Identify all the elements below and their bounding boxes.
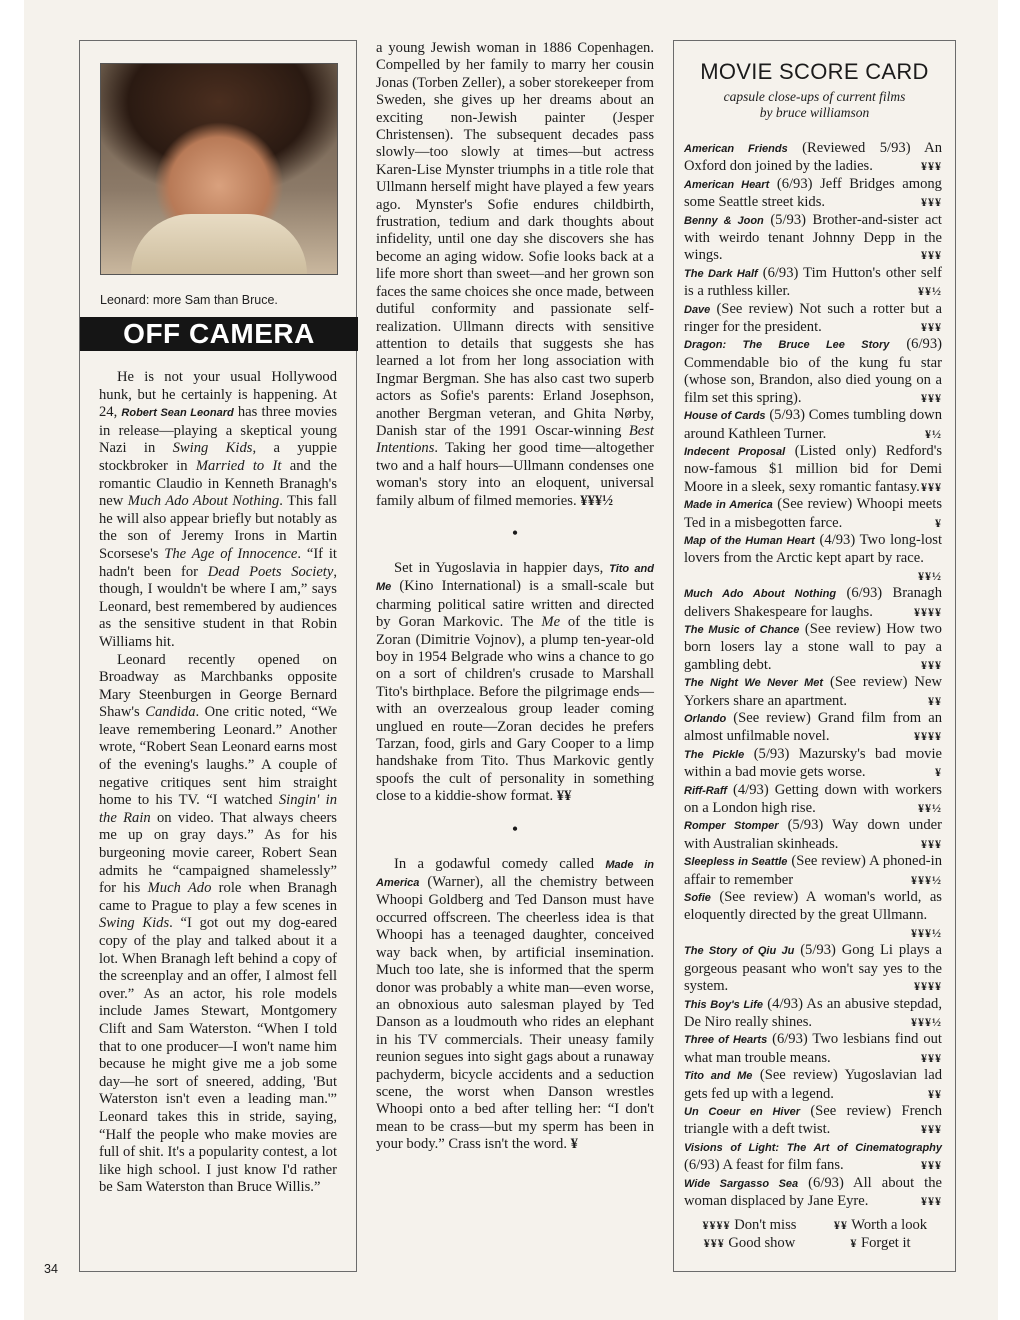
film-rating: ¥½ <box>925 426 942 441</box>
score-card-entry <box>684 782 942 818</box>
film-rating: ¥¥¥ <box>921 159 942 174</box>
score-card-entry <box>684 407 942 443</box>
legend-row <box>684 1234 946 1252</box>
film-capsule: (See review) Grand film from an almost unfilmable novel. <box>684 710 942 745</box>
score-card-entry <box>684 853 942 889</box>
film-capsule: (6/93) A feast for film fans. <box>684 1157 844 1174</box>
score-card-list <box>684 140 942 1210</box>
score-card-entry <box>684 1139 942 1175</box>
actor-photo <box>100 63 338 275</box>
film-rating: ¥¥¥¥ <box>914 979 942 994</box>
film-title: Three of Hearts <box>684 1034 768 1047</box>
legend-label: Don't miss <box>734 1217 797 1233</box>
film-title: Indecent Proposal <box>684 445 786 458</box>
film-capsule: (See review) New Yorkers share an apartment. <box>684 674 942 709</box>
legend-item <box>684 1216 815 1234</box>
film-title: Riff-Raff <box>684 784 727 797</box>
score-card-entry <box>684 496 942 532</box>
score-card-entry <box>684 532 942 585</box>
film-rating: ¥¥¥ <box>921 195 942 210</box>
film-rating: ¥¥¥ <box>921 320 942 335</box>
film-title: American Friends <box>684 143 788 155</box>
film-title: Un Coeur en Hiver <box>684 1105 800 1118</box>
legend-item <box>815 1234 946 1252</box>
score-card-title: MOVIE SCORE CARD <box>700 59 929 84</box>
film-capsule: (Reviewed 5/93) An Oxford don joined by the ladies. <box>684 140 943 175</box>
off-camera-column <box>79 40 357 1272</box>
film-capsule: (See review) French triangle with a deft twist. <box>684 1102 942 1138</box>
film-rating: ¥¥¥ <box>921 390 942 405</box>
film-rating: ¥¥¥ <box>921 1122 942 1137</box>
film-rating: ¥¥¥ <box>921 479 942 494</box>
film-capsule: (4/93) Two long-lost lovers from the Arctic kept apart by race. <box>684 531 943 567</box>
film-capsule: (5/93) Mazursky's bad movie within a bad movie gets worse. <box>684 745 942 781</box>
film-title: Tito and Me <box>684 1070 753 1083</box>
score-card-entry <box>684 336 942 407</box>
score-card-subtitle-line1: capsule close-ups of current films <box>723 89 906 104</box>
film-title: The Dark Half <box>684 267 758 280</box>
film-capsule: (5/93) Way down under with Australian skinheads. <box>684 817 942 852</box>
score-card-entry <box>684 176 942 212</box>
film-title: The Pickle <box>684 748 745 761</box>
film-title: Much Ado About Nothing <box>684 588 837 601</box>
film-rating: ¥¥¥½ <box>911 1014 942 1029</box>
film-rating: ¥¥¥ <box>921 1050 942 1065</box>
score-card-entry <box>684 889 942 942</box>
score-card-entry <box>684 1175 942 1211</box>
legend-label: Forget it <box>861 1235 911 1251</box>
film-rating: ¥¥¥ <box>921 1158 942 1173</box>
film-capsule: (See review) Yugoslavian lad gets fed up with a legend. <box>684 1067 942 1102</box>
film-rating: ¥¥¥ <box>921 248 942 263</box>
legend-label: Good show <box>728 1235 796 1251</box>
score-card-entry <box>684 621 942 674</box>
film-rating: ¥¥½ <box>918 568 942 583</box>
film-capsule: (6/93) Jeff Bridges among some Seattle street kids. <box>684 175 942 211</box>
score-card-entry <box>684 265 942 301</box>
off-camera-article: He is not your usual Hollywood hunk, but he certainly is happening. At 24, Robert Sean Leonard has three movies in release—playing a skeptical young Nazi in Swing Kids, a yuppie stockbroker in Married to It and the romantic Claudio in Kenneth Branagh's new Much Ado About Nothing. This fall he will also appear briefly but notably as the son of Jeremy Irons in Martin Scorsese's The Age of Innocence. “If it hadn't been for Dead Poets Society, though, I wouldn't be where I am,” says Leonard, best remembered by audiences as the sensitive student in that Robin Williams hit. Leonard recently opened on Broadway as Marchbanks opposite Mary Steenburgen in George Bernard Shaw's Candida. One critic noted, “We leave remembering Leonard.” Another wrote, “Robert Sean Leonard earns most of the evening's laughs.” A couple of negative critiques sent him straight home to his TV. “I watched Singin' in the Rain on video. That always cheers me up on gray days.” As for his burgeoning movie career, Robert Sean admits he “campaigned shamelessly” for his Much Ado role when Branagh came to Prague to play a few scenes in Swing Kids. “I got out my dog-eared copy of the play and talked about it a lot. When Branagh left behind a copy of the screenplay and an offer, I almost fell over.” As an actor, his role models include James Stewart, Montgomery Clift and Sam Waterston. “When I told that to one producer—I won't name him because he might give me a job some day—he sort of sneered, adding, 'But Waterston isn't even a leading man.'” Leonard takes this in stride, saying, “Half the people who make movies are full of shit. It's a popularity contest, a lot like high school. I just know I'd rather be Sam Waterston than Bruce Willis.” <box>99 369 338 1196</box>
film-title: Wide Sargasso Sea <box>684 1177 799 1190</box>
section-heading: OFF CAMERA <box>80 317 358 351</box>
film-rating: ¥¥ <box>928 1086 942 1101</box>
score-card-entry <box>684 443 942 496</box>
film-rating: ¥ <box>935 515 942 530</box>
film-capsule: (4/93) As an abusive stepdad, De Niro really shines. <box>684 995 943 1030</box>
photo-caption: Leonard: more Sam than Bruce. <box>100 293 278 307</box>
score-card-subtitle <box>674 89 955 121</box>
film-title: Made in America <box>684 499 773 512</box>
film-title: Romper Stomper <box>684 820 779 833</box>
film-capsule: (6/93) Two lesbians find out what man trouble means. <box>684 1031 942 1066</box>
legend-symbol: ¥¥ <box>833 1218 848 1232</box>
legend-symbol: ¥¥¥ <box>703 1236 725 1250</box>
legend-item <box>815 1216 946 1234</box>
score-card-entry <box>684 301 942 337</box>
legend-label: Worth a look <box>851 1217 928 1233</box>
legend-symbol: ¥¥¥¥ <box>702 1218 731 1232</box>
film-capsule: (Listed only) Redford's now-famous $1 million bid for Demi Moore in a sleek, sexy romantic fantasy. <box>684 442 943 495</box>
film-title: The Night We Never Met <box>684 677 824 690</box>
score-card-entry <box>684 942 942 995</box>
film-title: The Story of Qiu Ju <box>684 945 795 958</box>
film-title: The Music of Chance <box>684 623 800 636</box>
film-rating: ¥¥½ <box>918 284 942 299</box>
score-card-box <box>673 40 956 1272</box>
film-rating: ¥¥¥ <box>921 836 942 851</box>
rating-legend <box>684 1216 946 1252</box>
film-title: Orlando <box>684 713 727 725</box>
score-card-entry <box>684 1067 942 1103</box>
film-title: Sofie <box>684 892 711 905</box>
score-card-entry <box>684 710 942 746</box>
score-card-entry <box>684 817 942 853</box>
film-title: American Heart <box>684 178 770 191</box>
film-capsule: (See review) A phoned-in affair to remember <box>684 853 942 888</box>
film-title: Benny & Joon <box>684 214 764 227</box>
film-rating: ¥ <box>935 765 942 780</box>
score-card-entry <box>684 140 942 176</box>
film-capsule: (See review) How two born losers lay a stone wall to pay a gambling debt. <box>684 620 942 673</box>
film-title: Dave <box>684 303 711 316</box>
photo-shirt <box>131 214 307 274</box>
legend-row <box>684 1216 946 1234</box>
film-title: Dragon: The Bruce Lee Story <box>684 339 890 352</box>
film-capsule: (6/93) All about the woman displaced by Jane Eyre. <box>684 1174 942 1209</box>
film-rating: ¥¥¥ <box>921 1193 942 1208</box>
film-title: This Boy's Life <box>684 998 764 1011</box>
film-capsule: (6/93) Branagh delivers Shakespeare for laughs. <box>684 585 942 620</box>
film-rating: ¥¥ <box>928 693 942 708</box>
score-card-entry <box>684 746 942 782</box>
film-rating: ¥¥¥½ <box>911 925 942 940</box>
film-capsule: (6/93) Commendable bio of the kung fu star (whose son, Brandon, also died young on a film set this spring). <box>684 336 942 406</box>
legend-symbol: ¥ <box>850 1236 858 1250</box>
film-capsule: (6/93) Tim Hutton's other self is a ruthless killer. <box>684 264 942 300</box>
score-card-entry <box>684 1103 942 1139</box>
score-card-entry <box>684 212 942 265</box>
film-rating: ¥¥¥½ <box>911 872 942 887</box>
legend-item <box>684 1234 815 1252</box>
film-rating: ¥¥¥ <box>921 657 942 672</box>
film-rating: ¥¥¥¥ <box>914 729 942 744</box>
film-title: Map of the Human Heart <box>684 534 815 547</box>
score-card-entry <box>684 585 942 621</box>
film-capsule: (See review) Whoopi meets Ted in a misbegotten farce. <box>684 496 942 531</box>
film-capsule: (See review) Not such a rotter but a ringer for the president. <box>684 300 942 336</box>
film-rating: ¥¥½ <box>918 801 942 816</box>
page-number: 34 <box>44 1262 58 1276</box>
score-card-entry <box>684 996 942 1032</box>
film-capsule: (4/93) Getting down with workers on a London high rise. <box>684 781 942 817</box>
score-card-subtitle-line2: by bruce williamson <box>759 105 870 120</box>
film-rating: ¥¥¥¥ <box>914 604 942 619</box>
film-title: Visions of Light: The Art of Cinematography <box>684 1141 942 1154</box>
score-card-entry <box>684 1031 942 1067</box>
score-card-entry <box>684 674 942 710</box>
film-capsule: (5/93) Brother-and-sister act with weirdo tenant Johnny Depp in the wings. <box>684 211 942 264</box>
film-title: House of Cards <box>684 410 766 423</box>
film-capsule: (5/93) Gong Li plays a gorgeous peasant who won't say yes to the system. <box>684 942 943 995</box>
film-capsule: (See review) A woman's world, as eloquently directed by the great Ullmann. <box>684 889 942 924</box>
film-capsule: (5/93) Comes tumbling down around Kathleen Turner. <box>684 407 942 442</box>
film-title: Sleepless in Seattle <box>684 856 788 869</box>
reviews-column: a young Jewish woman in 1886 Copenhagen. Compelled by her family to marry her cousin Jonas (Torben Zeller), a sober storekeeper from Sweden, she gives up her dreams about an exciting non-Jewish painter (Jesper Christensen). The subsequent decades pass slowly—too slowly at times—but actress Karen-Lise Mynster triumphs in a title role that Ullmann herself might have played a few years ago. Mynster's Sofie endures childbirth, frustration, tedium and dark thoughts about infidelity, until one day she discovers she has become an aging widow. Sofie looks back at a life more short than sweet—and her grown son faces the same choices she once made, between dutiful conformity and passionate self-realization. Ullmann directs with sensitive attention to details that suggests she has learned a lot from her long association with Ingmar Bergman. She has also cast two superb actors as Sofie's parents: Erland Josephson, another Bergman veteran, and Ghita Nørby, Danish star of the 1991 Oscar-winning Best Intentions. Taking her good time—altogether two and a half hours—Ullmann condenses one woman's story into an eloquent, universal family album of filmed memories. ¥¥¥½ • Set in Yugoslavia in happier days, Tito and Me (Kino International) is a small-scale but charming political satire written and directed by Goran Markovic. The Me of the title is Zoran (Dimitrie Vojnov), a plump ten-year-old boy in 1954 Belgrade who wins a chance to go on a sort of children's crusade to Marshall Tito's birthplace. Before the pilgrimage ends—with an overzealous group leader coming unglued en route—Zoran decides he prefers Tarzan, food, girls and Gary Cooper to a limp handshake from Tito. Thus Markovic gently spoofs the cult of personality in something close to a kiddie-show format. ¥¥ • In a godawful comedy called Made in America (Warner), all the chemistry between Whoopi Goldberg and Ted Danson must have occurred offscreen. The cheerless idea is that Whoopi has a teenaged daughter, conceived way back when, by artificial insemination. Much too late, she is informed that the sperm donor was probably a white man—even worse, an obnoxious auto salesman played by Ted Danson as a loudmouth who rides an elephant in his TV commercials. Their uneasy family reunion segues into sight gags about a runaway pachyderm, bicycle accidents and a seduction scene, the worst when Danson wrestles Whoopi onto a bed after telling her: “I don't mean to be crass—but my sperm has been in your body.” Crass isn't the word. ¥ <box>376 40 655 1153</box>
